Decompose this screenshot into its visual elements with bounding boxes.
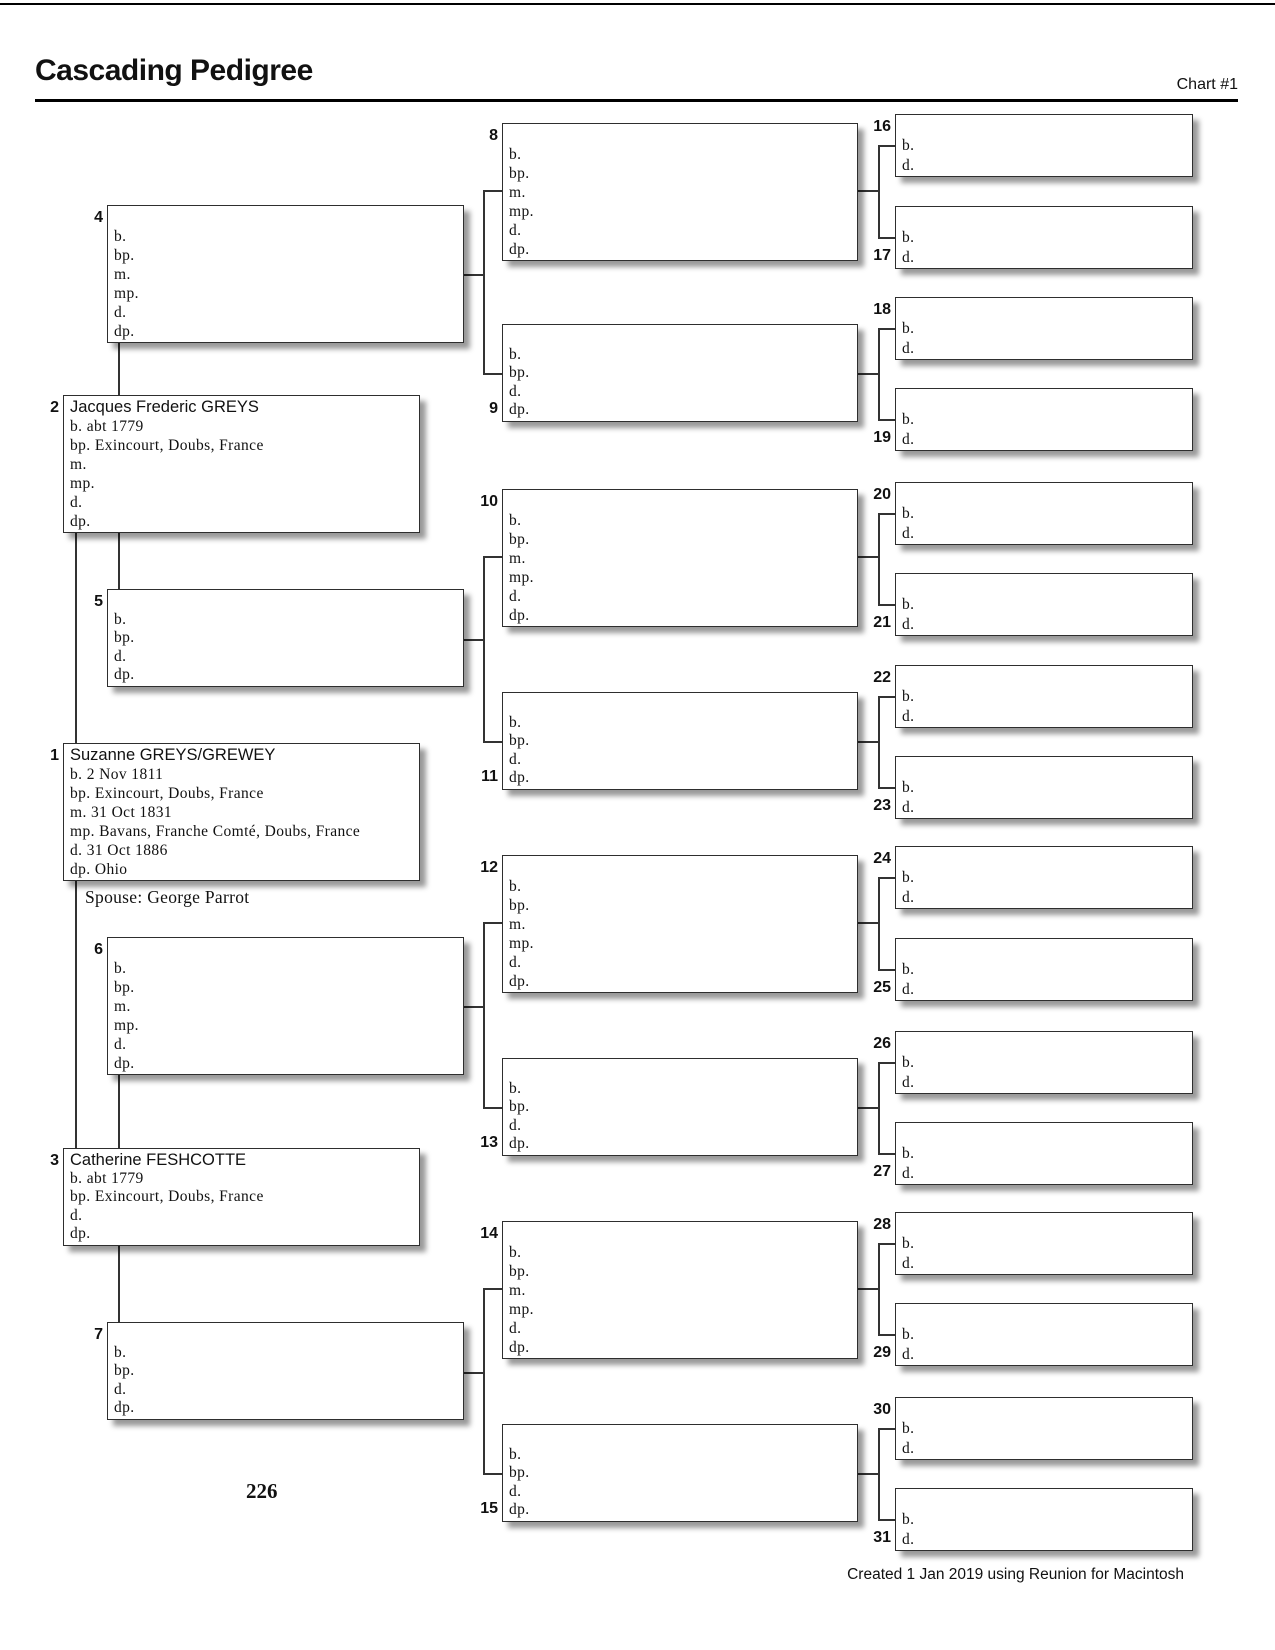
pedigree-box-9[interactable] xyxy=(502,324,858,422)
field-b: b. xyxy=(902,869,915,887)
box-number-1: 1 xyxy=(50,747,59,764)
field-d: d. 31 Oct 1886 xyxy=(70,842,168,859)
connector-line-horizontal xyxy=(483,190,502,192)
pedigree-box-3[interactable] xyxy=(63,1148,420,1246)
pedigree-box-13[interactable] xyxy=(502,1058,858,1156)
person-name xyxy=(896,391,1192,410)
pedigree-box-11[interactable] xyxy=(502,692,858,790)
connector-line-horizontal xyxy=(483,373,502,375)
pedigree-box-22[interactable] xyxy=(895,665,1193,728)
field-dp: dp. xyxy=(114,1055,135,1072)
person-name xyxy=(896,941,1192,960)
person-name xyxy=(896,1400,1192,1419)
field-b: b. xyxy=(902,1235,915,1253)
field-m: m. xyxy=(509,916,526,933)
box-number-3: 3 xyxy=(50,1152,59,1169)
box-number-11: 11 xyxy=(481,768,498,785)
field-d: d. xyxy=(509,750,522,768)
field-d: d. xyxy=(114,1380,127,1398)
connector-line-horizontal xyxy=(483,741,502,743)
field-d: d. xyxy=(509,954,522,971)
connector-line-vertical xyxy=(118,533,120,591)
box-number-30: 30 xyxy=(873,1401,891,1418)
person-name xyxy=(896,1306,1192,1325)
box-number-20: 20 xyxy=(873,486,891,503)
pedigree-box-8[interactable] xyxy=(502,123,858,261)
connector-line-horizontal xyxy=(858,373,878,375)
page-number: 226 xyxy=(246,1479,278,1503)
field-b: b. 2 Nov 1811 xyxy=(70,766,164,783)
person-name xyxy=(108,592,463,611)
box-number-18: 18 xyxy=(873,301,891,318)
box-number-29: 29 xyxy=(873,1344,891,1361)
pedigree-box-2[interactable] xyxy=(63,395,420,533)
person-name xyxy=(503,858,857,877)
pedigree-box-6[interactable] xyxy=(107,937,464,1075)
connector-line-horizontal xyxy=(878,1153,895,1155)
connector-line-vertical xyxy=(878,877,880,971)
field-mp: mp. xyxy=(70,475,95,492)
connector-line-horizontal xyxy=(483,1288,502,1290)
field-b: b. xyxy=(902,1511,915,1529)
field-m: m. xyxy=(509,550,526,567)
connector-line-horizontal xyxy=(878,237,895,239)
field-b: b. xyxy=(509,345,522,363)
box-number-12: 12 xyxy=(480,859,498,876)
person-name xyxy=(896,1034,1192,1053)
field-bp: bp. xyxy=(509,732,530,750)
field-mp: mp. Bavans, Franche Comté, Doubs, France xyxy=(70,823,361,840)
pedigree-box-10[interactable] xyxy=(502,489,858,627)
field-bp: bp. xyxy=(114,247,135,264)
pedigree-box-4[interactable] xyxy=(107,205,464,343)
box-number-19: 19 xyxy=(873,429,891,446)
field-dp: dp. xyxy=(509,241,530,258)
field-d: d. xyxy=(902,248,915,266)
field-b: b. xyxy=(902,1326,915,1344)
connector-line-vertical xyxy=(878,1428,880,1521)
pedigree-box-29[interactable] xyxy=(895,1303,1193,1366)
connector-line-vertical xyxy=(118,1075,120,1150)
field-d: d. xyxy=(902,1254,915,1272)
field-b: b. xyxy=(902,320,915,338)
connector-line-horizontal xyxy=(878,969,895,971)
field-b: b. xyxy=(902,137,915,155)
field-b: b. xyxy=(114,1343,127,1361)
connector-line-vertical xyxy=(878,1243,880,1336)
field-bp: bp. Exincourt, Doubs, France xyxy=(70,437,264,454)
pedigree-box-5[interactable] xyxy=(107,589,464,687)
field-bp: bp. xyxy=(509,165,530,182)
pedigree-box-20[interactable] xyxy=(895,482,1193,545)
person-name xyxy=(896,1491,1192,1510)
box-number-13: 13 xyxy=(480,1134,498,1151)
pedigree-box-1[interactable] xyxy=(63,743,420,881)
pedigree-box-23[interactable] xyxy=(895,756,1193,819)
pedigree-box-12[interactable] xyxy=(502,855,858,993)
connector-line-vertical xyxy=(878,1062,880,1155)
field-b: b. abt 1779 xyxy=(70,1169,144,1187)
field-dp: dp. xyxy=(114,1399,135,1417)
box-number-27: 27 xyxy=(873,1163,891,1180)
field-dp: dp. xyxy=(509,607,530,624)
pedigree-box-24[interactable] xyxy=(895,846,1193,909)
field-dp: dp. xyxy=(114,666,135,684)
field-m: m. xyxy=(509,1282,526,1299)
field-bp: bp. xyxy=(509,364,530,382)
person-name xyxy=(896,1125,1192,1144)
field-b: b. xyxy=(902,229,915,247)
connector-line-horizontal xyxy=(878,513,895,515)
connector-line-horizontal xyxy=(878,1243,895,1245)
field-d: d. xyxy=(70,1206,83,1224)
connector-line-vertical xyxy=(483,922,485,1109)
connector-line-horizontal xyxy=(464,639,483,641)
person-name xyxy=(503,1427,857,1446)
connector-line-horizontal xyxy=(483,1473,502,1475)
connector-line-vertical xyxy=(118,1246,120,1324)
field-mp: mp. xyxy=(114,285,139,302)
chart-number-label: Chart #1 xyxy=(1176,76,1238,93)
connector-line-horizontal xyxy=(483,556,502,558)
field-b: b. xyxy=(114,960,127,977)
field-bp: bp. xyxy=(114,1362,135,1380)
field-dp: dp. xyxy=(509,1135,530,1153)
box-number-22: 22 xyxy=(873,669,891,686)
field-bp: bp. xyxy=(509,1263,530,1280)
field-b: b. xyxy=(509,1445,522,1463)
field-d: d. xyxy=(114,304,127,321)
connector-line-horizontal xyxy=(464,1006,483,1008)
pedigree-box-27[interactable] xyxy=(895,1122,1193,1185)
field-d: d. xyxy=(902,615,915,633)
box-number-28: 28 xyxy=(873,1216,891,1233)
field-b: b. xyxy=(902,1420,915,1438)
field-d: d. xyxy=(509,1116,522,1134)
field-b: b. abt 1779 xyxy=(70,418,144,435)
field-d: d. xyxy=(902,888,915,906)
page-top-border xyxy=(0,3,1275,5)
field-d: d. xyxy=(902,798,915,816)
field-d: d. xyxy=(70,494,83,511)
field-dp: dp. xyxy=(509,1339,530,1356)
person-name xyxy=(896,209,1192,228)
field-d: d. xyxy=(902,707,915,725)
field-b: b. xyxy=(902,411,915,429)
person-name xyxy=(503,1061,857,1080)
connector-line-horizontal xyxy=(858,190,878,192)
connector-line-horizontal xyxy=(483,1107,502,1109)
connector-line-vertical xyxy=(483,1288,485,1475)
connector-line-horizontal xyxy=(878,1519,895,1521)
box-number-4: 4 xyxy=(94,209,103,226)
connector-line-horizontal xyxy=(878,145,895,147)
pedigree-box-28[interactable] xyxy=(895,1212,1193,1275)
field-mp: mp. xyxy=(509,1301,534,1318)
connector-line-horizontal xyxy=(878,1428,895,1430)
person-name xyxy=(896,1215,1192,1234)
field-bp: bp. Exincourt, Doubs, France xyxy=(70,785,264,802)
connector-line-horizontal xyxy=(483,922,502,924)
field-b: b. xyxy=(902,1054,915,1072)
person-name xyxy=(108,208,463,227)
field-b: b. xyxy=(902,505,915,523)
field-d: d. xyxy=(114,647,127,665)
connector-line-horizontal xyxy=(878,419,895,421)
field-mp: mp. xyxy=(509,935,534,952)
field-b: b. xyxy=(509,713,522,731)
person-name xyxy=(503,1224,857,1243)
connector-line-vertical xyxy=(75,533,77,745)
field-b: b. xyxy=(509,878,522,895)
connector-line-vertical xyxy=(483,190,485,375)
field-d: d. xyxy=(509,588,522,605)
person-name xyxy=(108,1325,463,1344)
person-name xyxy=(503,695,857,714)
field-d: d. xyxy=(114,1036,127,1053)
field-bp: bp. xyxy=(509,1464,530,1482)
connector-line-horizontal xyxy=(878,1334,895,1336)
field-bp: bp. xyxy=(114,629,135,647)
spouse-note: Spouse: George Parrot xyxy=(85,887,250,907)
pedigree-box-16[interactable] xyxy=(895,114,1193,177)
person-name xyxy=(503,492,857,511)
field-b: b. xyxy=(902,1145,915,1163)
field-b: b. xyxy=(902,688,915,706)
pedigree-box-30[interactable] xyxy=(895,1397,1193,1460)
field-mp: mp. xyxy=(114,1017,139,1034)
field-d: d. xyxy=(902,1530,915,1548)
field-dp: dp. xyxy=(509,1501,530,1519)
field-m: m. xyxy=(70,456,87,473)
field-d: d. xyxy=(509,1482,522,1500)
page-title: Cascading Pedigree xyxy=(35,54,313,87)
connector-line-horizontal xyxy=(878,1062,895,1064)
box-number-14: 14 xyxy=(480,1225,498,1242)
connector-line-horizontal xyxy=(878,328,895,330)
box-number-7: 7 xyxy=(94,1326,103,1343)
box-number-26: 26 xyxy=(873,1035,891,1052)
field-bp: bp. xyxy=(509,1098,530,1116)
person-name xyxy=(108,940,463,959)
connector-line-horizontal xyxy=(878,696,895,698)
footer-credit: Created 1 Jan 2019 using Reunion for Macintosh xyxy=(847,1566,1184,1583)
field-d: d. xyxy=(902,1345,915,1363)
field-b: b. xyxy=(902,596,915,614)
pedigree-box-25[interactable] xyxy=(895,938,1193,1001)
box-number-25: 25 xyxy=(873,979,891,996)
connector-line-horizontal xyxy=(858,922,878,924)
field-bp: bp. xyxy=(114,979,135,996)
person-name xyxy=(896,759,1192,778)
field-bp: bp. Exincourt, Doubs, France xyxy=(70,1188,264,1206)
box-number-2: 2 xyxy=(50,399,59,416)
field-d: d. xyxy=(902,1439,915,1457)
box-number-24: 24 xyxy=(873,850,891,867)
pedigree-box-21[interactable] xyxy=(895,573,1193,636)
pedigree-box-17[interactable] xyxy=(895,206,1193,269)
field-b: b. xyxy=(902,961,915,979)
field-m: m. 31 Oct 1831 xyxy=(70,804,173,821)
connector-line-vertical xyxy=(878,513,880,606)
field-d: d. xyxy=(902,156,915,174)
field-dp: dp. xyxy=(509,401,530,419)
pedigree-box-19[interactable] xyxy=(895,388,1193,451)
connector-line-vertical xyxy=(118,343,120,397)
field-d: d. xyxy=(509,382,522,400)
box-number-8: 8 xyxy=(489,127,498,144)
pedigree-box-15[interactable] xyxy=(502,1424,858,1522)
connector-line-horizontal xyxy=(858,556,878,558)
field-d: d. xyxy=(902,1164,915,1182)
connector-line-vertical xyxy=(75,881,77,1150)
pedigree-box-18[interactable] xyxy=(895,297,1193,360)
person-name xyxy=(896,849,1192,868)
field-dp: dp. xyxy=(509,973,530,990)
box-number-9: 9 xyxy=(489,400,498,417)
box-number-10: 10 xyxy=(480,493,498,510)
field-mp: mp. xyxy=(509,569,534,586)
connector-line-horizontal xyxy=(878,877,895,879)
connector-line-horizontal xyxy=(464,1372,483,1374)
box-number-23: 23 xyxy=(873,797,891,814)
box-number-21: 21 xyxy=(873,614,891,631)
connector-line-horizontal xyxy=(464,274,483,276)
pedigree-box-31[interactable] xyxy=(895,1488,1193,1551)
person-name xyxy=(896,117,1192,136)
field-b: b. xyxy=(114,610,127,628)
connector-line-vertical xyxy=(878,696,880,789)
box-number-17: 17 xyxy=(873,247,891,264)
field-d: d. xyxy=(509,222,522,239)
field-b: b. xyxy=(509,1244,522,1261)
field-d: d. xyxy=(902,1073,915,1091)
person-name xyxy=(896,300,1192,319)
box-number-5: 5 xyxy=(94,593,103,610)
field-d: d. xyxy=(902,980,915,998)
title-underline xyxy=(35,99,1238,102)
person-name xyxy=(896,485,1192,504)
field-m: m. xyxy=(114,266,131,283)
person-name xyxy=(896,668,1192,687)
field-b: b. xyxy=(509,146,522,163)
connector-line-horizontal xyxy=(878,787,895,789)
field-dp: dp. xyxy=(509,769,530,787)
field-mp: mp. xyxy=(509,203,534,220)
connector-line-vertical xyxy=(483,556,485,743)
person-name: Suzanne GREYS/GREWEY xyxy=(70,746,276,764)
field-d: d. xyxy=(902,339,915,357)
field-d: d. xyxy=(902,524,915,542)
person-name: Jacques Frederic GREYS xyxy=(70,398,259,416)
field-b: b. xyxy=(114,228,127,245)
box-number-31: 31 xyxy=(873,1529,891,1546)
connector-line-horizontal xyxy=(858,1288,878,1290)
connector-line-vertical xyxy=(878,145,880,239)
field-dp: dp. xyxy=(70,1225,91,1243)
field-b: b. xyxy=(509,512,522,529)
field-dp: dp. xyxy=(114,323,135,340)
person-name xyxy=(896,576,1192,595)
field-dp: dp. xyxy=(70,513,91,530)
person-name: Catherine FESHCOTTE xyxy=(70,1151,247,1169)
person-name xyxy=(503,126,857,145)
field-b: b. xyxy=(509,1079,522,1097)
connector-line-horizontal xyxy=(878,604,895,606)
field-bp: bp. xyxy=(509,531,530,548)
field-d: d. xyxy=(509,1320,522,1337)
connector-line-horizontal xyxy=(858,1107,878,1109)
field-d: d. xyxy=(902,430,915,448)
box-number-6: 6 xyxy=(94,941,103,958)
pedigree-box-14[interactable] xyxy=(502,1221,858,1359)
field-bp: bp. xyxy=(509,897,530,914)
pedigree-box-7[interactable] xyxy=(107,1322,464,1420)
field-dp: dp. Ohio xyxy=(70,861,128,878)
box-number-15: 15 xyxy=(480,1500,498,1517)
field-m: m. xyxy=(509,184,526,201)
pedigree-box-26[interactable] xyxy=(895,1031,1193,1094)
field-m: m. xyxy=(114,998,131,1015)
person-name xyxy=(503,327,857,346)
connector-line-vertical xyxy=(878,328,880,421)
field-b: b. xyxy=(902,779,915,797)
box-number-16: 16 xyxy=(873,118,891,135)
connector-line-horizontal xyxy=(858,741,878,743)
connector-line-horizontal xyxy=(858,1473,878,1475)
